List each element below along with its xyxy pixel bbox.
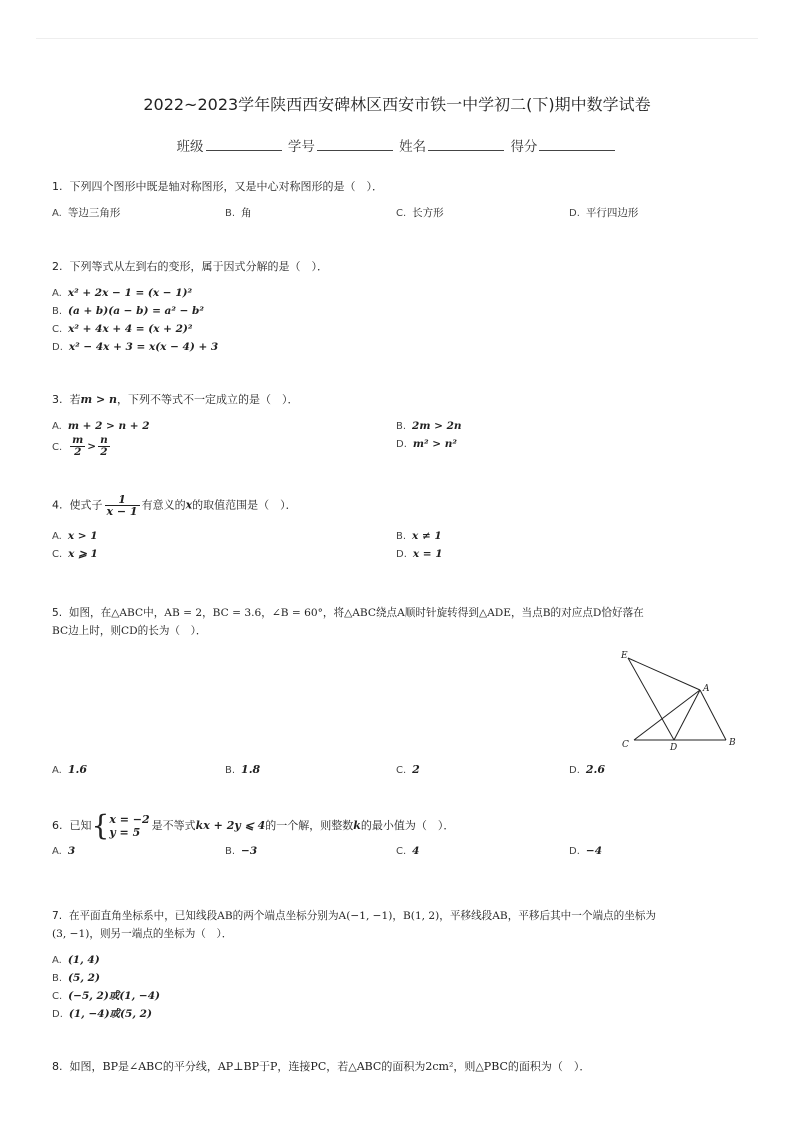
id-blank[interactable] — [317, 138, 393, 151]
question-number: 8. — [52, 1060, 63, 1073]
option-a[interactable]: A. x > 1 — [52, 530, 98, 542]
fraction: $\frac{1}{x - 1}$ — [106, 493, 138, 518]
option-c[interactable]: C. $\frac{m}{2}$ > $\frac{n}{2}$ — [52, 434, 108, 458]
question-number: 6. — [52, 819, 63, 832]
segment-ea — [628, 658, 700, 690]
label-b: B — [729, 738, 736, 748]
question-3: 3. 若m > n，下列不等式不一定成立的是（ ）． A. m + 2 > n + 2 B. 2m > 2n C. $\frac{m}{2}$ > $\frac{n}{2}$ D. m² > n² — [52, 393, 462, 458]
option-a[interactable]: A. 1.6 — [52, 763, 87, 776]
option-b[interactable]: B. x ≠ 1 — [396, 530, 442, 542]
question-2 — [52, 258, 754, 356]
question-number: 7. — [52, 910, 63, 922]
option-d[interactable]: D. (1, −4)或(5, 2) — [52, 1008, 152, 1020]
class-blank[interactable] — [206, 138, 282, 151]
option-c[interactable]: C. x² + 4x + 4 = (x + 2)² — [52, 323, 193, 335]
option-b[interactable]: B. 1.8 — [225, 763, 261, 776]
option-b[interactable]: B. −3 — [225, 845, 258, 857]
name-blank[interactable] — [428, 138, 504, 151]
segment-ad — [674, 690, 700, 740]
question-number: 5. — [52, 607, 63, 619]
option-d[interactable]: D. m² > n² — [396, 438, 457, 450]
brace-glyph: { — [91, 809, 110, 842]
label-e: E — [621, 651, 628, 661]
equation-system: x = −2 y = 5 — [109, 813, 150, 839]
top-divider — [36, 38, 758, 39]
option-c[interactable]: C. 长方形 — [396, 207, 444, 219]
option-a[interactable]: A. x² + 2x − 1 = (x − 1)² — [52, 287, 193, 299]
option-c[interactable]: C. 2 — [396, 763, 420, 776]
question-number: 2. — [52, 260, 63, 273]
option-b[interactable]: B. (5, 2) — [52, 972, 100, 984]
question-7: 7. 在平面直角坐标系中，已知线段AB的两个端点坐标分别为A(−1, −1)，B(1, 2)，平移线段AB，平移后其中一个端点的坐标为 (3, −1)，则另一端点的坐标为（ ）． A. (1, 4) B. (5, 2) C. (−5, 2)或(1, −4) D. (1, −4)或(5, 2) — [52, 907, 754, 1023]
question-6: 6. 已知{ x = −2 y = 5 是不等式kx + 2y ⩽ 4的一个解，则整数k的最小值为（ ）． A. 3 B. −3 C. 4 D. −4 — [52, 812, 754, 860]
option-d[interactable]: D. 平行四边形 — [569, 207, 639, 219]
question-number: 1. — [52, 180, 63, 193]
option-c[interactable]: C. x ⩾ 1 — [52, 548, 98, 560]
option-a[interactable]: A. 3 — [52, 845, 76, 857]
option-b[interactable]: B. 角 — [225, 207, 252, 219]
segment-ac — [634, 690, 700, 740]
question-5: 5. 如图，在△ABC中，AB = 2，BC = 3.6，∠B = 60°，将△ABC绕点A顺时针旋转得到△ADE，当点B的对应点D恰好落在 BC边上时，则CD的长为（ ）． — [52, 607, 644, 637]
score-blank[interactable] — [539, 138, 615, 151]
question-number: 3. — [52, 393, 63, 406]
exam-title: 2022~2023学年陕西西安碑林区西安市铁一中学初二(下)期中数学试卷 — [143, 95, 651, 114]
question-4: 4. 使式子 $\frac{1}{x - 1}$ 有意义的x的取值范围是（ ）． A. x > 1 B. x ≠ 1 C. x ⩾ 1 D. x = 1 — [52, 494, 754, 563]
question-1 — [52, 178, 754, 222]
question-stem: 下列四个图形中既是轴对称图形，又是中心对称图形的是（ ）． — [69, 180, 383, 193]
option-a[interactable]: A. 等边三角形 — [52, 207, 121, 219]
option-c[interactable]: C. (−5, 2)或(1, −4) — [52, 990, 160, 1002]
name-label: 姓名 — [399, 139, 427, 155]
option-a[interactable]: A. m + 2 > n + 2 — [52, 420, 150, 432]
option-d[interactable]: D. 2.6 — [569, 763, 606, 776]
question-number: 4. — [52, 498, 63, 512]
option-d[interactable]: D. x² − 4x + 3 = x(x − 4) + 3 — [52, 341, 219, 353]
option-b[interactable]: B. (a + b)(a − b) = a² − b² — [52, 305, 204, 317]
score-label: 得分 — [510, 139, 538, 155]
student-info-row — [0, 135, 794, 155]
label-d: D — [670, 743, 678, 752]
triangle-rotation-figure — [612, 648, 742, 752]
label-c: C — [622, 740, 629, 750]
segment-ab — [700, 690, 726, 740]
option-b[interactable]: B. 2m > 2n — [396, 420, 462, 432]
question-5-options — [52, 761, 754, 779]
id-label: 学号 — [287, 139, 315, 155]
question-stem: 下列等式从左到右的变形，属于因式分解的是（ ）． — [69, 260, 328, 273]
label-a: A — [703, 684, 710, 694]
option-d[interactable]: D. −4 — [569, 845, 602, 857]
question-8 — [52, 1058, 754, 1076]
question-stem: 如图，BP是∠ABC的平分线，AP⊥BP于P，连接PC，若△ABC的面积为2cm²，则△PBC的面积为（ ）． — [69, 1060, 591, 1073]
option-d[interactable]: D. x = 1 — [396, 548, 443, 560]
option-c[interactable]: C. 4 — [396, 845, 420, 857]
option-a[interactable]: A. (1, 4) — [52, 954, 100, 966]
class-label: 班级 — [176, 139, 204, 155]
